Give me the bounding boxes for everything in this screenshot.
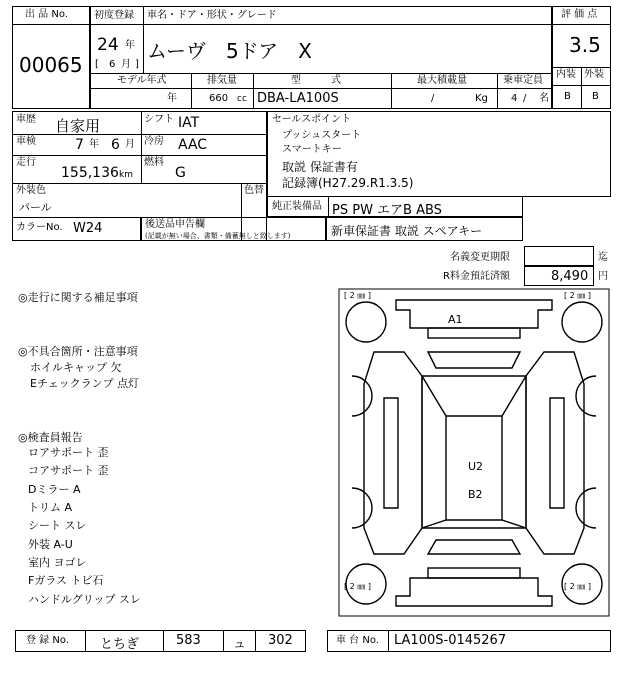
interior-grade: B [564, 91, 571, 102]
color-no-box [12, 217, 141, 241]
max-load-label: 最大積載量 [417, 75, 467, 86]
extras-box [326, 217, 523, 241]
reg-label: 登 録 No. [26, 635, 69, 646]
capacity-slash: / [523, 93, 527, 104]
capacity-label: 乗車定員 [503, 75, 543, 86]
mileage-unit: km [119, 170, 133, 180]
interior-label: 内装 [556, 69, 576, 80]
type-label: 型 式 [291, 75, 341, 86]
chassis-value: LA100S-0145267 [394, 633, 507, 648]
mileage-label: 走行 [16, 157, 36, 168]
inspection-year-unit: 年 [89, 139, 99, 150]
score-value: 3.5 [569, 33, 601, 57]
name-change-unit: 迄 [598, 252, 608, 263]
tyre-depth-front-right: [ 2 ㎜ ] [564, 291, 591, 300]
extras-value: 新車保証書 取説 スペアキー [331, 224, 483, 238]
registration-box [15, 630, 306, 652]
color-value: パール [19, 201, 52, 214]
name-label: 車名・ドア・形状・グレード [147, 10, 277, 21]
shift-label: シフト [144, 114, 174, 125]
notes-section-2: ◎不具合箇所・注意事項 [18, 345, 138, 358]
after-note: (記載が無い場合、書類・備蓄無しと致します) [145, 232, 291, 240]
reg-kana: ュ [233, 637, 247, 652]
chassis-label: 車 台 No. [336, 635, 379, 646]
mileage-value: 155,136 [61, 165, 119, 181]
history-label: 車歴 [16, 114, 36, 125]
history-value: 自家用 [55, 117, 101, 135]
model-year-unit: 年 [167, 93, 177, 104]
sales-line-4: 記録簿(H27.29.R1.3.5) [282, 176, 414, 190]
capacity-unit: 名 [539, 93, 549, 104]
recycle-unit: 円 [598, 271, 608, 282]
exterior-grade: B [592, 91, 599, 102]
reg-month-unit: 月 [121, 59, 131, 70]
reg-area: とちぎ [100, 637, 140, 652]
ac-value: AAC [178, 137, 208, 153]
after-label: 後送品申告欄 [145, 219, 205, 230]
report-5: シート スレ [28, 519, 87, 532]
inspection-year: 7 [75, 137, 84, 153]
car-damage-diagram [338, 288, 610, 618]
name-change-label: 名義変更期限 [450, 252, 510, 263]
score-box [552, 6, 611, 109]
load-unit: Kg [475, 93, 488, 104]
recycle-box [524, 266, 594, 286]
inspection-month: 6 [111, 137, 120, 153]
displacement-value: 660 [209, 93, 229, 104]
report-7: 室内 ヨゴレ [28, 556, 87, 569]
report-9: ハンドルグリップ スレ [28, 593, 141, 606]
shift-value: IAT [178, 115, 200, 131]
tyre-depth-front-left: [ 2 ㎜ ] [344, 291, 371, 300]
reg-month: 6 [109, 59, 116, 70]
report-6: 外装 A-U [28, 538, 73, 551]
damage-mark-roof: U2 [468, 460, 484, 473]
recycle-value: 8,490 [551, 269, 589, 284]
fuel-label: 燃料 [144, 157, 164, 168]
report-1: ロアサポート 歪 [28, 446, 109, 459]
repaint-label: 色替 [244, 185, 264, 196]
exterior-label: 外装 [584, 69, 604, 80]
report-4: トリム A [28, 501, 73, 514]
fuel-value: G [175, 165, 186, 181]
load-slash: / [431, 93, 435, 104]
model-year-label: モデル年式 [117, 75, 167, 86]
name-change-box [524, 246, 594, 266]
notes-section-1: ◎走行に関する補足事項 [18, 291, 138, 304]
equip-box [267, 196, 523, 217]
equip-value: PS PW エアB ABS [332, 203, 442, 218]
sales-box [267, 111, 611, 197]
report-3: Dミラー A [28, 483, 81, 496]
color-no-label: カラーNo. [16, 222, 63, 233]
lot-box [12, 6, 90, 109]
chassis-box [327, 630, 611, 652]
displacement-label: 排気量 [207, 75, 237, 86]
first-reg-label: 初度登録 [94, 10, 134, 21]
issue-2: Eチェックランプ 点灯 [30, 377, 140, 390]
reg-number: 302 [268, 633, 293, 648]
report-2: コアサポート 歪 [28, 464, 109, 477]
after-box [141, 217, 326, 241]
displacement-unit: cc [237, 94, 247, 104]
inspection-month-unit: 月 [125, 139, 135, 150]
sales-line-1: プッシュスタート [282, 130, 362, 141]
lot-label: 出 品 No. [25, 9, 68, 20]
tyre-depth-rear-left: [ 2 ㎜ ] [344, 582, 371, 591]
notes-section-3: ◎検査員報告 [18, 431, 83, 444]
reg-year: 24 [97, 35, 119, 55]
damage-mark-roof-2: B2 [468, 488, 483, 501]
name-box: 初度登録 車名・ドア・形状・グレード 24 年 [ 6 月 ] ムーヴ 5ドア X [90, 6, 552, 74]
reg-class: 583 [176, 633, 201, 648]
color-no-value: W24 [73, 221, 103, 236]
color-label: 外装色 [16, 185, 46, 196]
equip-label: 純正装備品 [272, 201, 322, 212]
car-name: ムーヴ 5ドア X [147, 39, 312, 63]
damage-mark-front: A1 [448, 313, 463, 326]
type-code: DBA-LA100S [257, 91, 339, 106]
reg-year-unit: 年 [125, 40, 135, 51]
inspection-label: 車検 [16, 136, 36, 147]
issue-1: ホイルキャップ 欠 [30, 361, 122, 374]
spec-box [90, 73, 552, 109]
lot-number: 00065 [19, 53, 83, 77]
capacity-value: 4 [511, 93, 518, 104]
sales-line-2: スマートキー [282, 144, 342, 155]
recycle-label: R料金預託済額 [443, 271, 510, 282]
sales-label: セールスポイント [272, 114, 352, 125]
ac-label: 冷房 [144, 136, 164, 147]
sales-line-3: 取説 保証書有 [282, 160, 358, 174]
report-8: Fガラス トビ石 [28, 574, 104, 587]
tyre-depth-rear-right: [ 2 ㎜ ] [564, 582, 591, 591]
score-label: 評 価 点 [561, 9, 598, 20]
